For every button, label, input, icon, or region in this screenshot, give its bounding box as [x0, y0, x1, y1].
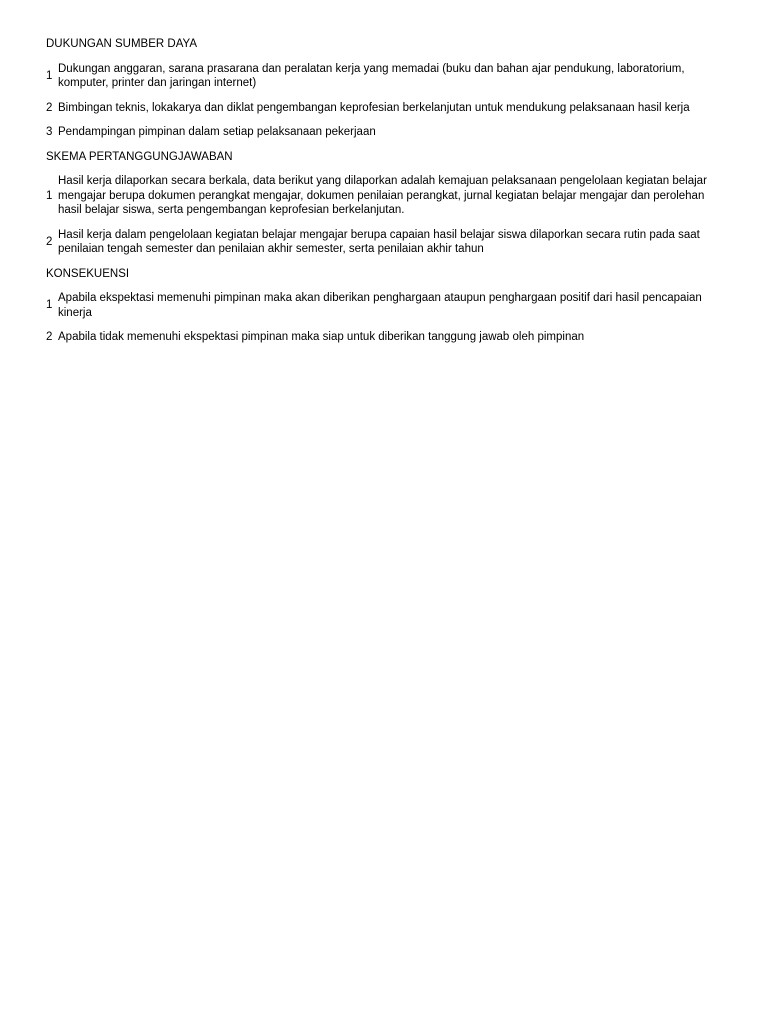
list-item	[46, 174, 726, 218]
item-number: 1	[46, 189, 53, 202]
item-text: Hasil kerja dilaporkan secara berkala, data berikut yang dilaporkan adalah kemajuan pelaksanaan pengelolaan kegiatan belajar mengajar berupa dokumen perangkat mengajar, dokumen penilaian perangkat, jurnal kegiatan belajar mengajar dan perolehan hasil belajar siswa, serta pengembangan keprofesian berkelanjutan.	[58, 175, 707, 216]
item-number: 3	[46, 126, 53, 138]
section-heading-skema-pertanggungjawaban: SKEMA PERTANGGUNGJAWABAN	[46, 150, 233, 163]
section-heading-dukungan-sumber-daya: DUKUNGAN SUMBER DAYA	[46, 38, 198, 50]
item-number: 2	[46, 331, 53, 343]
list-item	[46, 330, 726, 345]
list-item	[46, 125, 726, 140]
item-number: 2	[46, 101, 53, 114]
item-text: Dukungan anggaran, sarana prasarana dan peralatan kerja yang memadai (buku dan bahan ajar pendukung, laboratorium, komputer, printer dan jaringan internet)	[58, 62, 685, 89]
item-text: Pendampingan pimpinan dalam setiap pelaksanaan pekerjaan	[58, 126, 376, 138]
item-number: 1	[46, 69, 53, 82]
item-number: 1	[46, 299, 53, 312]
list-item	[46, 228, 726, 257]
section-heading-konsekuensi: KONSEKUENSI	[46, 267, 130, 280]
item-text: Bimbingan teknis, lokakarya dan diklat pengembangan keprofesian berkelanjutan untuk mendukung pelaksanaan hasil kerja	[58, 101, 690, 114]
list-item	[46, 62, 726, 91]
item-text: Hasil kerja dalam pengelolaan kegiatan belajar mengajar berupa capaian hasil belajar siswa dilaporkan secara rutin pada saat penilaian tengah semester dan penilaian akhir semester, serta penilaian akhir tahun	[58, 228, 700, 255]
item-number: 2	[46, 235, 53, 248]
document-body	[46, 37, 726, 355]
list-item	[46, 101, 726, 116]
list-item	[46, 291, 726, 320]
item-text: Apabila tidak memenuhi ekspektasi pimpinan maka siap untuk diberikan tanggung jawab oleh pimpinan	[58, 331, 585, 343]
item-text: Apabila ekspektasi memenuhi pimpinan maka akan diberikan penghargaan ataupun penghargaan positif dari hasil pencapaian kinerja	[58, 292, 702, 319]
